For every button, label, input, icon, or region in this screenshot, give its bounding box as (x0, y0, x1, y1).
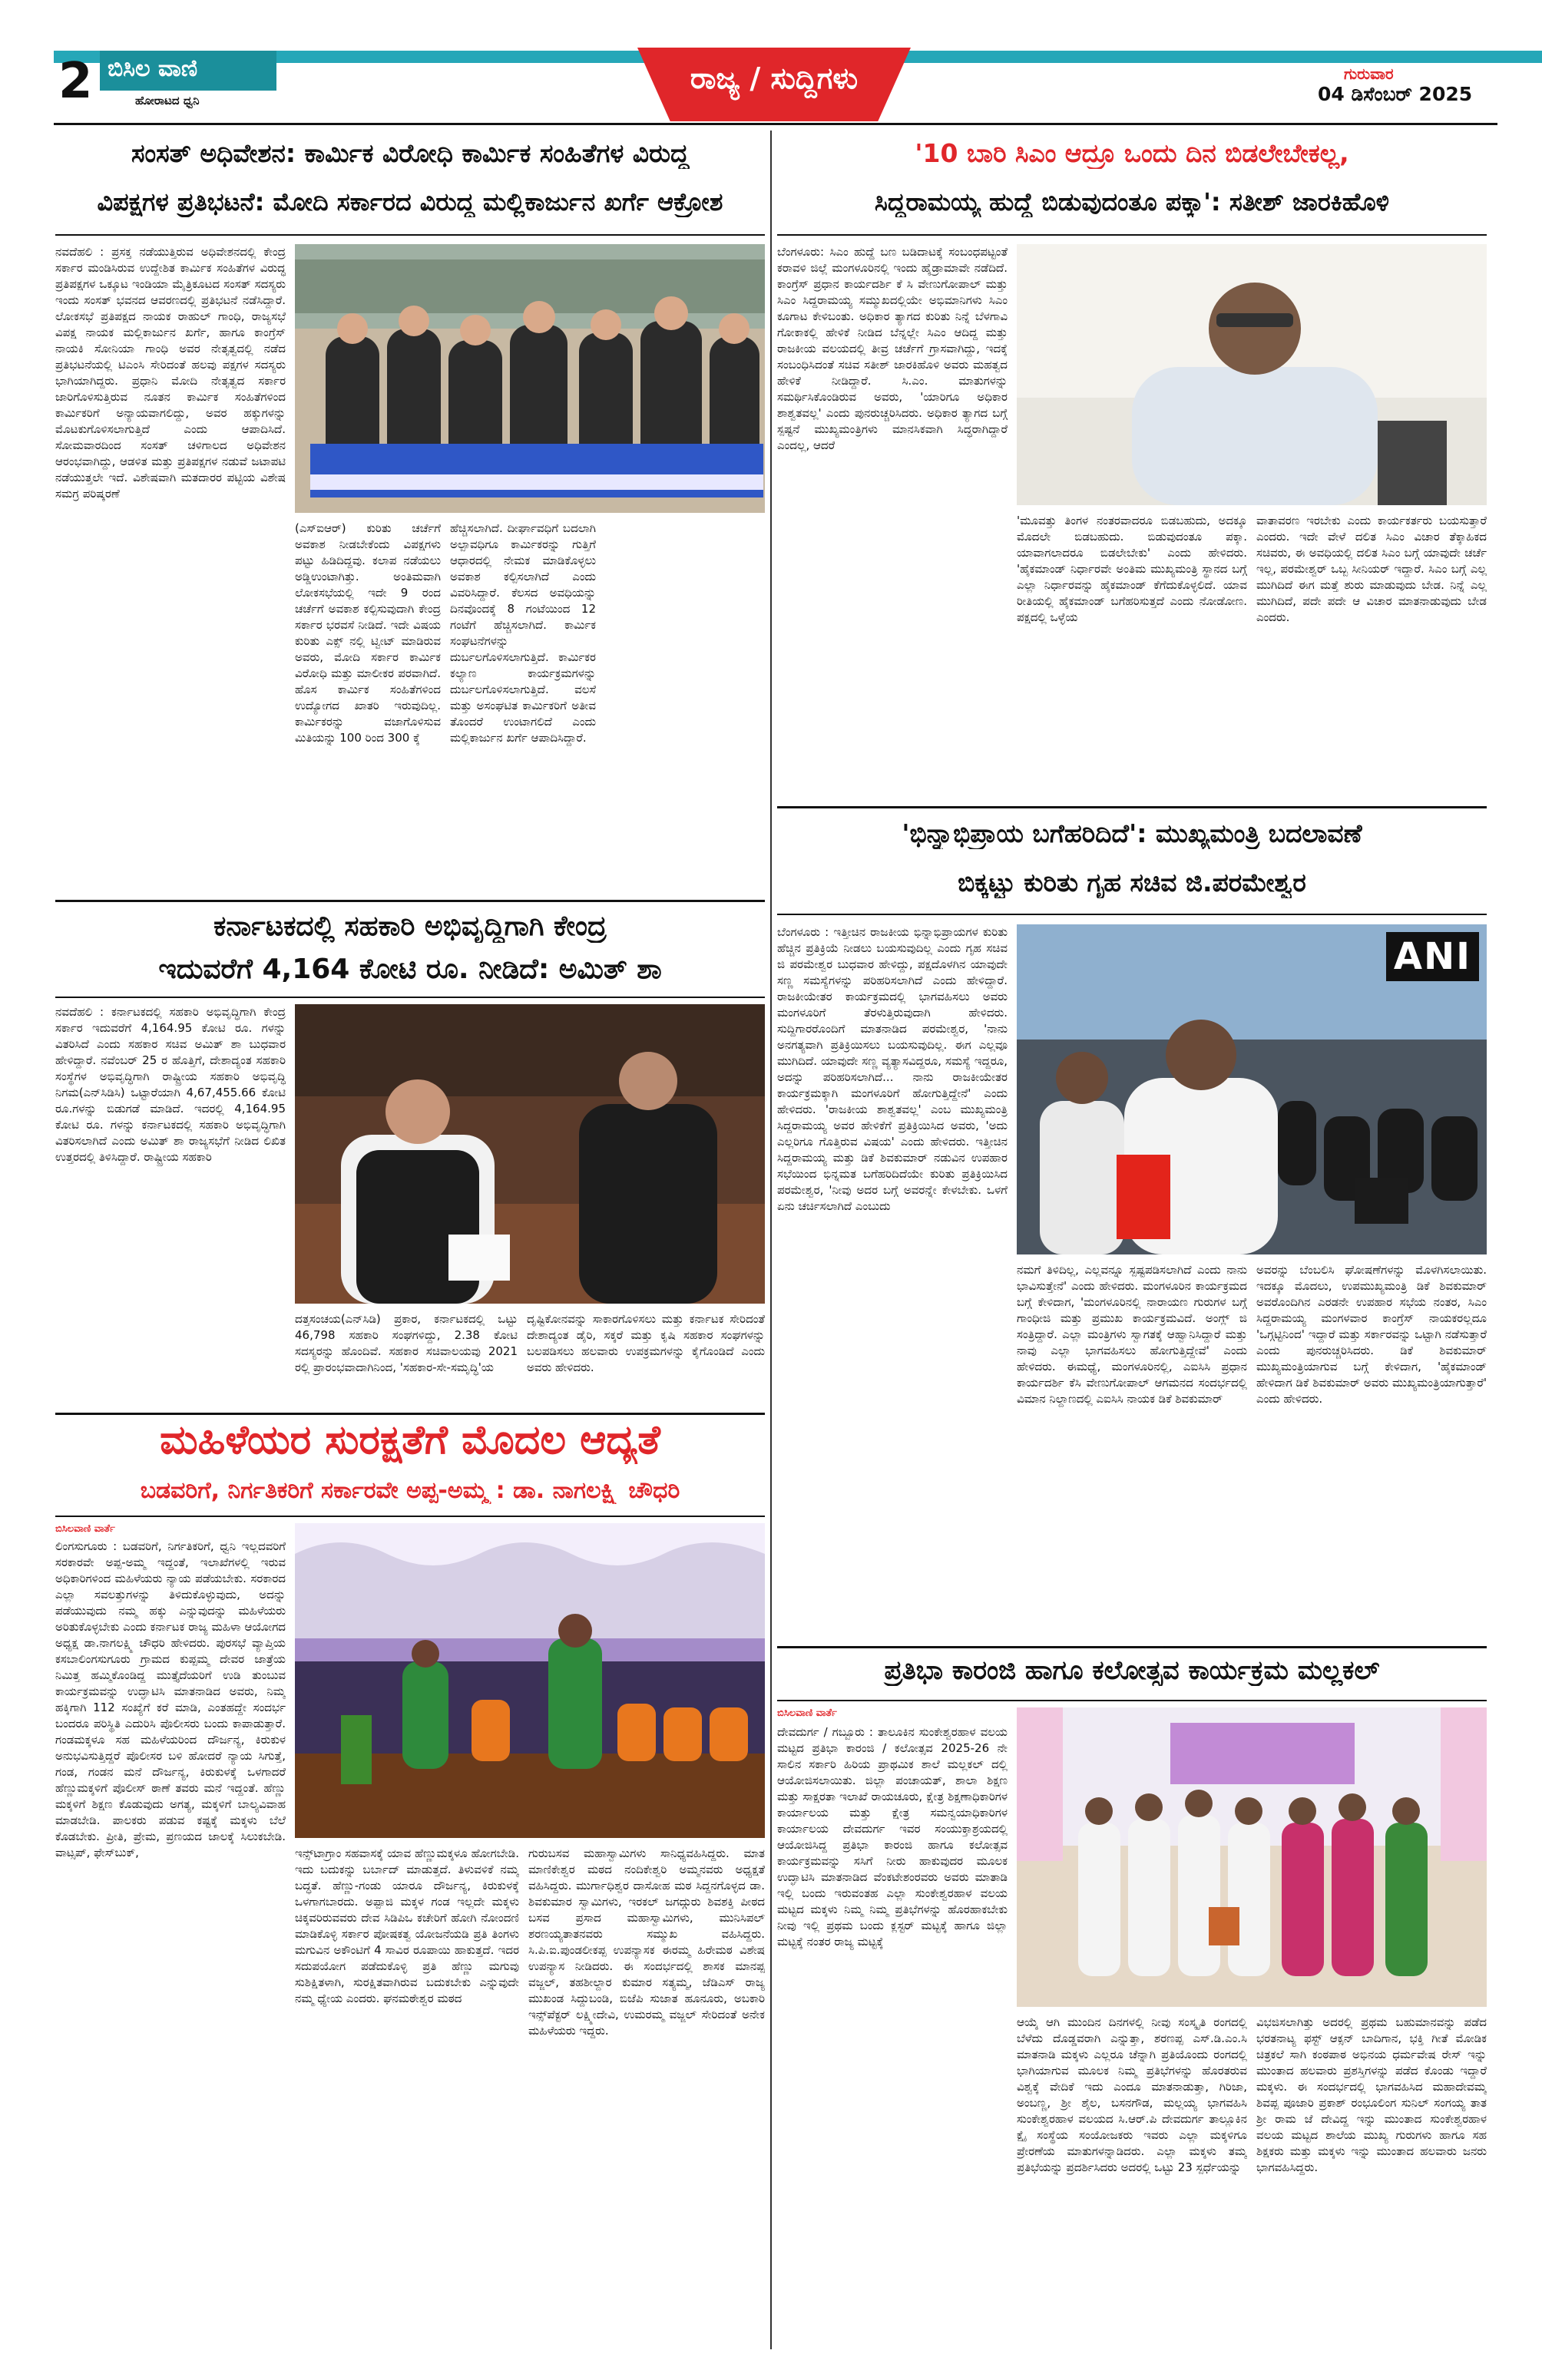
story-column: ನಮಗೆ ತಿಳಿದಿಲ್ಲ, ಎಲ್ಲವನ್ನೂ ಸ್ಪಷ್ಟಪಡಿಸಲಾಗಿದೆ ಎಂದು ನಾನು ಭಾವಿಸುತ್ತೇನೆ' ಎಂದು ಹೇಳಿದರು. ಮಂಗಳೂರಿನ ಕಾರ್ಯಕ್ರಮದ ಬಗ್ಗೆ ಕೇಳಿದಾಗ, 'ಮಂಗಳೂರಿನಲ್ಲಿ ನಾರಾಯಣ ಗುರುಗಳ ಬಗ್ಗೆ ಗಾಂಧೀಜಿ ಮತ್ತು ಪ್ರಮುಖ ಕಾರ್ಯಕ್ರಮವಿದೆ. ಅಂಗ್ಲ್ ಜಿ ಸಂತ್ರಿದ್ದಾರೆ. ಎಲ್ಲಾ ಮಂತ್ರಿಗಳು ಸ್ವಾಗತಕ್ಕೆ ಆಹ್ವಾನಿಸಿದ್ದಾರೆ ಮತ್ತು ನಾವು ಎಲ್ಲಾ ಭಾಗವಹಿಸಲು ಹೋಗುತ್ತಿದ್ದೇವೆ' ಎಂದು ಹೇಳಿದರು. ಈಮಧ್ಯೆ, ಮಂಗಳೂರಿನಲ್ಲಿ, ಎಐಸಿಸಿ ಪ್ರಧಾನ ಕಾರ್ಯದರ್ಶಿ ಕೆಸಿ ವೇಣುಗೋಪಾಲ್ ಆಗಮನದ ಸಂದರ್ಭದಲ್ಲಿ ವಿಮಾನ ನಿಲ್ದಾಣದಲ್ಲಿ ಎಐಸಿಸಿ ನಾಯಕ ಡಿಕೆ ಶಿವಕುಮಾರ್ (1017, 1263, 1247, 1406)
masthead-rule (54, 123, 1497, 125)
headline-line1: ಕರ್ನಾಟಕದಲ್ಲಿ ಸಹಕಾರಿ ಅಭಿವೃದ್ಧಿಗಾಗಿ ಕೇಂದ್ರ (213, 911, 607, 942)
headline-line2: ಬಿಕ್ಕಟ್ಟು ಕುರಿತು ಗೃಹ ಸಚಿವ ಜಿ.ಪರಮೇಶ್ವರ (958, 868, 1306, 897)
story-column: ಬೆಂಗಳೂರು: ಸಿಎಂ ಹುದ್ದೆ ಬಣ ಬಡಿದಾಟಕ್ಕೆ ಸಂಬಂಧಪಟ್ಟಂತೆ ಕರಾವಳಿ ಜಿಲ್ಲೆ ಮಂಗಳೂರಿನಲ್ಲಿ ಇಂದು ಹೈಡ್ರಾಮಾವೇ ನಡೆದಿದೆ. ಕಾಂಗ್ರೆಸ್ ಪ್ರಧಾನ ಕಾರ್ಯದರ್ಶಿ ಕೆ ಸಿ ವೇಣುಗೋಪಾಲ್ ಮತ್ತು ಸಿಎಂ ಸಿದ್ದರಾಮಯ್ಯ ಸಮ್ಮುಖದಲ್ಲಿಯೇ ಅಭಿಮಾನಿಗಳು ಸಿಎಂ ಕೂಗಾಟ ಕೇಳಿಬಂತು. ಅಧಿಕಾರ ತ್ಯಾಗದ ಕುರಿತು ನಿನ್ನೆ ಬೆಳಗಾವಿ ಗೋಕಾಕಲ್ಲಿ ಹೇಳಿಕೆ ನೀಡಿದ ಬೆನ್ನಲ್ಲೇ ಸಿಎಂ ಆದಿದ್ದ ಮತ್ತು ರಾಜಕೀಯ ವಲಯದಲ್ಲಿ ತೀವ್ರ ಚರ್ಚೆಗೆ ಗ್ರಾಸವಾಗಿದ್ದು, ಇದಕ್ಕೆ ಸಂಬಂಧಿಸಿದಂತೆ ಸಚಿವ ಸತೀಶ್ ಜಾರಕಿಹೊಳಿ ಅವರು ಮಹತ್ವದ ಹೇಳಿಕೆ ನೀಡಿದ್ದಾರೆ. ಸಿ.ಎಂ. ಮಾತುಗಳನ್ನು ಸಮರ್ಥಿಸಿಕೊಂಡಿರುವ ಅವರು, 'ಯಾರಿಗೂ ಅಧಿಕಾರ ಶಾಶ್ವತವಲ್ಲ' ಎಂದು ಪುನರುಚ್ಚರಿಸಿದರು. ಅಧಿಕಾರ ತ್ಯಾಗದ ಬಗ್ಗೆ ಸ್ಪಷ್ಟನೆ ಮುಖ್ಯಮಂತ್ರಿಗಳು ಮಾನಸಿಕವಾಗಿ ಸಿದ್ಧರಾಗಿದ್ದಾರೆ ಎಂದಲ್ಲ, ಆದರೆ (777, 245, 1008, 452)
issue-day: ಗುರುವಾರ (1344, 64, 1394, 83)
headline-line1: '10 ಬಾರಿ ಸಿಎಂ ಆದ್ರೂ ಒಂದು ದಿನ ಬಿಡಲೇಬೇಕಲ್ಲ, (915, 138, 1349, 168)
headline-line2: ಇದುವರೆಗೆ 4,164 ಕೋಟಿ ರೂ. ನೀಡಿದೆ: ಅಮಿತ್ ಶಾ (158, 954, 662, 985)
parameshwara-photo (1017, 924, 1487, 1254)
story-column: ದತ್ತಸಂಚಯ(ಎನ್‌ಸಿಡಿ) ಪ್ರಕಾರ, ಕರ್ನಾಟಕದಲ್ಲಿ ಒಟ್ಟು 46,798 ಸಹಕಾರಿ ಸಂಘಗಳಿದ್ದು, 2.38 ಕೋಟಿ ಸದಸ್ಯರನ್ನು ಹೊಂದಿವೆ. ಸಹಕಾರ ಸಚಿವಾಲಯವು 2021 ರಲ್ಲಿ ಪ್ರಾರಂಭವಾದಾಗಿನಿಂದ, 'ಸಹಕಾರ-ಸೇ-ಸಮೃದ್ಧಿ'ಯ (295, 1312, 518, 1374)
story-column: ಇನ್ಸ್‌ಟಾಗ್ರಾಂ ಸಹವಾಸಕ್ಕೆ ಯಾವ ಹೆಣ್ಣುಮಕ್ಕಳೂ ಹೋಗಬೇಡಿ. ಇದು ಬದುಕನ್ನು ಬರ್ಬಾದ್ ಮಾಡುತ್ತದೆ. ತಿಳುವಳಿಕೆ ನಮ್ಮ ಬದ್ಧತೆ. ಹೆಣ್ಣು-ಗಂಡು ಯಾರೂ ದೌರ್ಜನ್ಯ, ಕಿರುಕುಳಕ್ಕೆ ಒಳಗಾಗಬಾರದು. ಅಪ್ಪಾಜಿ ಮಕ್ಕಳ ಗಂಡ ಇಲ್ಲದೇ ಮಕ್ಕಳು ಚಿಕ್ಕವರಿರುವವರು ದೇವ ಸಿಡಿಪಿಒ ಕಚೇರಿಗೆ ಹೋಗಿ ನೋಂದಣಿ ಮಾಡಿಕೊಳ್ಳಿ ಸರ್ಕಾರ ಪೋಷಕತ್ವ ಯೋಜನೆಯಡಿ ಪ್ರತಿ ತಿಂಗಳು ಮಗುವಿನ ಅಕೌಂಟಿಗೆ 4 ಸಾವಿರ ರೂಪಾಯಿ ಹಾಕುತ್ತದೆ. ಇದರ ಸದುಪಯೋಗ ಪಡೆದುಕೊಳ್ಳಿ ಪ್ರತಿ ಹೆಣ್ಣು ಮಗುವು ಸುಶಿಕ್ಷಿತಳಾಗಿ, ಸುರಕ್ಷಿತವಾಗಿರುವ ಬದುಕಬೇಕು ಎನ್ನುವುದೇ ನಮ್ಮ ಧ್ಯೇಯ ಎಂದರು. ಘನಮಠೇಶ್ವರ ಮಠದ (295, 1846, 519, 2005)
story-column: 'ಮೂವತ್ತು ತಿಂಗಳ ನಂತರವಾದರೂ ಬಿಡಬಹುದು, ಅದಕ್ಕೂ ಮೊದಲೇ ಬಿಡಬಹುದು. ಬಿಡುವುದಂತೂ ಪಕ್ಕಾ. ಯಾವಾಗಲಾದರೂ ಬಿಡಲೇಬೇಕು' ಎಂದು ಹೇಳಿದರು. 'ಹೈಕಮಾಂಡ್ ನಿರ್ಧಾರವೇ ಅಂತಿಮ ಮುಖ್ಯಮಂತ್ರಿ ಸ್ಥಾನದ ಬಗ್ಗೆ ಎಲ್ಲಾ ನಿರ್ಧಾರವನ್ನು ಹೈಕಮಾಂಡ್ ಕೆಗೆದುಕೊಳ್ಳಲಿದೆ. ಯಾವ ರೀತಿಯಲ್ಲಿ ಹೈಕಮಾಂಡ್ ಬಗೆಹರಿಸುತ್ತದೆ ಎಂದು ನೋಡೋಣ. ಪಕ್ಷದಲ್ಲಿ ಒಳ್ಳೆಯ (1017, 514, 1247, 624)
story-column: ಬೆಂಗಳೂರು : ಇತ್ತೀಚಿನ ರಾಜಕೀಯ ಭಿನ್ನಾಭಿಪ್ರಾಯಗಳ ಕುರಿತು ಹೆಚ್ಚಿನ ಪ್ರತಿಕ್ರಿಯೆ ನೀಡಲು ಬಯಸುವುದಿಲ್ಲ ಎಂದು ಗೃಹ ಸಚಿವ ಜಿ ಪರಮೇಶ್ವರ ಬುಧವಾರ ಹೇಳಿದ್ದು, ಪಕ್ಷದೊಳಗಿನ ಯಾವುದೇ ಸಣ್ಣ ಸಮಸ್ಯೆಗಳನ್ನು ಪರಿಹರಿಸಲಾಗಿದೆ ಎಂದು ಹೇಳಿದ್ದಾರೆ. ರಾಜಕೀಯೇತರ ಕಾರ್ಯಕ್ರಮದಲ್ಲಿ ಭಾಗವಹಿಸಲು ಅವರು ಮಂಗಳೂರಿಗೆ ತೆರಳುತ್ತಿರುವುದಾಗಿ ಹೇಳಿದರು. ಸುದ್ದಿಗಾರರೊಂದಿಗೆ ಮಾತನಾಡಿದ ಪರಮೇಶ್ವರ, 'ನಾನು ಅನಗತ್ಯವಾಗಿ ಪ್ರತಿಕ್ರಿಯಿಸಲು ಬಯಸುವುದಿಲ್ಲ. ಈಗ ಎಲ್ಲವೂ ಮುಗಿದಿದೆ. ಯಾವುದೇ ಸಣ್ಣ ವ್ಯತ್ಯಾಸವಿದ್ದರೂ, ಸಮಸ್ಯೆ ಇದ್ದರೂ, ಅದನ್ನು ಪರಿಹರಿಸಲಾಗಿದೆ... ನಾನು ರಾಜಕೀಯೇತರ ಕಾರ್ಯಕ್ರಮಕ್ಕಾಗಿ ಮಂಗಳೂರಿಗೆ ಹೋಗುತ್ತಿದ್ದೇನೆ' ಎಂದು ಹೇಳಿದರು. 'ರಾಜಕೀಯ ಶಾಶ್ವತವಲ್ಲ' ಎಂಬ ಮುಖ್ಯಮಂತ್ರಿ ಸಿದ್ದರಾಮಯ್ಯ ಅವರ ಹೇಳಿಕೆಗೆ ಪ್ರತಿಕ್ರಿಯಿಸಿದ ಅವರು, 'ಅದು ಎಲ್ಲರಿಗೂ ಗೊತ್ತಿರುವ ವಿಷಯ' ಎಂದು ಹೇಳಿದರು. ಇತ್ತೀಚಿನ ಸಿದ್ದರಾಮಯ್ಯ ಮತ್ತು ಡಿಕೆ ಶಿವಕುಮಾರ್ ನಡುವಿನ ಉಪಹಾರ ಸಭೆಯಿಂದ ಭಿನ್ನಮತ ಬಗೆಹರಿದಿದೆಯೇ ಕುರಿತು ಪ್ರತಿಕ್ರಿಯಿಸಿದ ಪರಮೇಶ್ವರ, 'ನೀವು ಅದರ ಬಗ್ಗೆ ಅವರನ್ನೇ ಕೇಳಬೇಕು. ಒಳಗೆ ಏನು ಚರ್ಚಿಸಲಾಗಿದೆ ಎಂಬುದು (777, 925, 1008, 1213)
issue-date: 04 ಡಿಸೆಂಬರ್ 2025 (1318, 83, 1473, 105)
column-divider (770, 131, 772, 2349)
headline-rule (55, 997, 765, 998)
newspaper-slogan: ಹೋರಾಟದ ಧ್ವನಿ (135, 94, 200, 107)
story-column: ನವದೆಹಲಿ : ಪ್ರಸಕ್ತ ನಡೆಯುತ್ತಿರುವ ಅಧಿವೇಶನದಲ್ಲಿ ಕೇಂದ್ರ ಸರ್ಕಾರ ಮಂಡಿಸಿರುವ ಉದ್ದೇಶಿತ ಕಾರ್ಮಿಕ ಸಂಹಿತೆಗಳ ವಿರುದ್ಧ ಪ್ರತಿಪಕ್ಷಗಳ ಒಕ್ಕೂಟ ಇಂಡಿಯಾ ಮೈತ್ರಿಕೂಟದ ಸಂಸತ್ ಸದಸ್ಯರು ಇಂದು ಸಂಸತ್ ಭವನದ ಆವರಣದಲ್ಲಿ ಪ್ರತಿಭಟನೆ ನಡೆಸಿದ್ದಾರೆ. ಲೋಕಸಭೆ ಪ್ರತಿಪಕ್ಷದ ನಾಯಕ ರಾಹುಲ್ ಗಾಂಧಿ, ರಾಜ್ಯಸಭೆ ವಿಪಕ್ಷ ನಾಯಕ ಮಲ್ಲಿಕಾರ್ಜುನ ಖರ್ಗೆ, ಹಾಗೂ ಕಾಂಗ್ರೆಸ್ ನಾಯಕಿ ಸೋನಿಯಾ ಗಾಂಧಿ ಅವರ ನೇತೃತ್ವದಲ್ಲಿ ನಡೆದ ಪ್ರತಿಭಟನೆಯಲ್ಲಿ ಟಿಎಂಸಿ ಸೇರಿದಂತೆ ಹಲವು ಪಕ್ಷಗಳ ಸದಸ್ಯರು ಭಾಗಿಯಾಗಿದ್ದರು. ಪ್ರಧಾನಿ ಮೋದಿ ನೇತೃತ್ವದ ಸರ್ಕಾರ ಜಾರಿಗೊಳಿಸುತ್ತಿರುವ ನೂತನ ಕಾರ್ಮಿಕ ಸಂಹಿತೆಗಳಿಂದ ಕಾರ್ಮಿಕರಿಗೆ ಅನ್ಯಾಯವಾಗಲಿದ್ದು, ಅವರ ಹಕ್ಕುಗಳನ್ನು ಮೊಟಕುಗೊಳಿಸಲಾಗುತ್ತಿದೆ ಎಂದು ಆಪಾದಿಸಿದೆ. ಸೋಮವಾರದಿಂದ ಸಂಸತ್ ಚಳಿಗಾಲದ ಅಧಿವೇಶನ ಆರಂಭವಾಗಿದ್ದು, ಆಡಳಿತ ಮತ್ತು ಪ್ರತಿಪಕ್ಷಗಳ ನಡುವೆ ಜಟಾಪಟಿ ನಡೆಯುತ್ತಲೇ ಇದೆ. ವಿಶೇಷವಾಗಿ ಮತದಾರರ ಪಟ್ಟಿಯ ವಿಶೇಷ ಸಮಗ್ರ ಪರಿಷ್ಕರಣೆ (55, 245, 286, 501)
story-column: ಗುರುಬಸವ ಮಹಾಸ್ವಾಮಿಗಳು ಸಾನಿಧ್ಯವಹಿಸಿದ್ದರು. ಮಾತ ಮಾಣಿಕೇಶ್ವರ ಮಠದ ನಂದಿಕೇಶ್ವರಿ ಅಮ್ಮನವರು ಅಧ್ಯಕ್ಷತೆ ವಹಿಸಿದ್ದರು. ಮುರ್ಗಾಧಿಶ್ವರ ದಾಸೋಹ ಮಠ ಸಿದ್ದನಗೊಳ್ಳದ ಡಾ. ಶಿವಕುಮಾರ ಸ್ವಾಮಿಗಳು, ಇರಕಲ್ ಜಗದ್ಗುರು ಶಿವಶಕ್ತಿ ಪೀಠದ ಬಸವ ಪ್ರಸಾದ ಮಹಾಸ್ವಾಮಿಗಳು, ಮುನಿಸಿಪಲ್ ಶರಣಯ್ಯತಾತನವರು ಸಮ್ಮುಖ ವಹಿಸಿದ್ದರು. ಸಿ.ಪಿ.ಐ.ಪುಂಡಲೀಕಪ್ಪ ಉಪನ್ಯಾಸಕ ಈರಮ್ಮ ಹಿರೇಮಠ ವಿಶೇಷ ಉಪನ್ಯಾಸ ನೀಡಿದರು. ಈ ಸಂದರ್ಭದಲ್ಲಿ ಶಾಸಕ ಮಾನಪ್ಪ ವಜ್ಜಲ್, ತಹಶೀಲ್ದಾರ ಕುಮಾರ ಸತ್ಯಮ್ಮ, ಜೆಡಿಎಸ್ ರಾಜ್ಯ ಮುಖಂಡ ಸಿದ್ದುಬಂಡಿ, ಬಿಜೆಪಿ ಸುಜಾತ ಹೂನೂರು, ಅಬಕಾರಿ ಇನ್ಸ್‌ಪೆಕ್ಟರ್ ಲಕ್ಷ್ಮೀದೇವಿ, ಉಮರಮ್ಮ ವಜ್ಜಲ್ ಸೇರಿದಂತೆ ಅನೇಕ ಮಹಿಳೆಯರು ಇದ್ದರು. (528, 1846, 765, 2038)
story-separator (777, 806, 1487, 808)
byline: ಬಿಸಿಲವಾಣಿ ವಾರ್ತೆ (777, 1707, 837, 1719)
headline-line2: ಬಡವರಿಗೆ, ನಿರ್ಗತಿಕರಿಗೆ ಸರ್ಕಾರವೇ ಅಪ್ಪ-ಅಮ್ಮ : ಡಾ. ನಾಗಲಕ್ಷ್ಮಿ ಚೌಧರಿ (140, 1477, 680, 1504)
headline-line2: ಸಿದ್ದರಾಮಯ್ಯ ಹುದ್ದೆ ಬಿಡುವುದಂತೂ ಪಕ್ಕಾ': ಸತೀಶ್ ಜಾರಕಿಹೊಳಿ (874, 187, 1390, 217)
story-column: ಹೆಚ್ಚಿಸಲಾಗಿದೆ. ದೀರ್ಘಾವಧಿಗೆ ಬದಲಾಗಿ ಅಲ್ಪಾವಧಿಗೂ ಕಾರ್ಮಿಕರನ್ನು ಗುತ್ತಿಗೆ ಆಧಾರದಲ್ಲಿ ನೇಮಕ ಮಾಡಿಕೊಳ್ಳಲು ಅವಕಾಶ ಕಲ್ಪಿಸಲಾಗಿದೆ ಎಂದು ವಿವರಿಸಿದ್ದಾರೆ. ಕೆಲಸದ ಅವಧಿಯನ್ನು ದಿನವೊಂದಕ್ಕೆ 8 ಗಂಟೆಯಿಂದ 12 ಗಂಟೆಗೆ ಹೆಚ್ಚಿಸಲಾಗಿದೆ. ಕಾರ್ಮಿಕ ಸಂಘಟನೆಗಳನ್ನು ದುರ್ಬಲಗೊಳಿಸಲಾಗುತ್ತಿದೆ. ಕಾರ್ಮಿಕರ ಕಲ್ಯಾಣ ಕಾರ್ಯಕ್ರಮಗಳನ್ನು ದುರ್ಬಲಗೊಳಿಸಲಾಗುತ್ತಿದೆ. ವಲಸೆ ಮತ್ತು ಅಸಂಘಟಿತ ಕಾರ್ಮಿಕರಿಗೆ ಅತೀವ ತೊಂದರೆ ಉಂಟಾಗಲಿದೆ ಎಂದು ಮಲ್ಲಿಕಾರ್ಜುನ ಖರ್ಗೆ ಆಪಾದಿಸಿದ್ದಾರೆ. (450, 521, 596, 745)
story-separator (777, 1646, 1487, 1648)
satish-photo (1017, 244, 1487, 505)
story-column: ದೃಷ್ಟಿಕೋನವನ್ನು ಸಾಕಾರಗೊಳಿಸಲು ಮತ್ತು ಕರ್ನಾಟಕ ಸೇರಿದಂತೆ ದೇಶಾದ್ಯಂತ ಡೈರಿ, ಸಕ್ಕರೆ ಮತ್ತು ಕೃಷಿ ಸಹಕಾರ ಸಂಘಗಳನ್ನು ಬಲಪಡಿಸಲು ಹಲವಾರು ಉಪಕ್ರಮಗಳನ್ನು ಕೈಗೊಂಡಿದೆ ಎಂದು ಅವರು ಹೇಳಿದರು. (527, 1312, 765, 1374)
headline-line1: ಸಂಸತ್ ಅಧಿವೇಶನ: ಕಾರ್ಮಿಕ ವಿರೋಧಿ ಕಾರ್ಮಿಕ ಸಂಹಿತೆಗಳ ವಿರುದ್ಧ (131, 138, 690, 168)
story-separator (55, 900, 765, 902)
story-column: ಲಿಂಗಸುಗೂರು : ಬಡವರಿಗೆ, ನಿರ್ಗತಿಕರಿಗೆ, ಧ್ವನಿ ಇಲ್ಲದವರಿಗೆ ಸರಕಾರವೇ ಅಪ್ಪ-ಅಮ್ಮ ಇದ್ದಂತೆ, ಇಲಾಖೆಗಳಲ್ಲಿ ಇರುವ ಅಧಿಕಾರಿಗಳಿಂದ ಮಹಿಳೆಯರು ನ್ಯಾಯ ಪಡೆಯಬೇಕು. ಸರಕಾರದ ಎಲ್ಲಾ ಸವಲತ್ತುಗಳನ್ನು ತಿಳಿದುಕೊಳ್ಳುವುದು, ಅದನ್ನು ಪಡೆಯುವುದು ನಮ್ಮ ಹಕ್ಕು ಎನ್ನುವುದನ್ನು ಮಹಿಳೆಯರು ಅರಿತುಕೊಳ್ಳಬೇಕು ಎಂದು ಕರ್ನಾಟಕ ರಾಜ್ಯ ಮಹಿಳಾ ಆಯೋಗದ ಅಧ್ಯಕ್ಷ ಡಾ.ನಾಗಲಕ್ಷ್ಮಿ ಚೌಧರಿ ಹೇಳಿದರು. ಪುರಸಭೆ ವ್ಯಾಪ್ತಿಯ ಕಸಬಾಲಿಂಗಸುಗೂರು ಗ್ರಾಮದ ಕುಪ್ಪಮ್ಮ ದೇವರ ಜಾತ್ರೆಯ ನಿಮಿತ್ತ ಹಮ್ಮಿಕೊಂಡಿದ್ದ ಮುತ್ತೈದೆಯರಿಗೆ ಉಡಿ ತುಂಬುವ ಕಾರ್ಯಕ್ರಮವನ್ನು ಉದ್ಘಾಟಿಸಿ ಮಾತನಾಡಿದ ಅವರು, ನಿಮ್ಮ ಹಕ್ಕಿಗಾಗಿ 112 ಸಂಖ್ಯೆಗೆ ಕರೆ ಮಾಡಿ, ಎಂತಹದ್ದೇ ಸಂದರ್ಭ ಬಂದರೂ ಪರಿಸ್ಥಿತಿ ಎದುರಿಸಿ ಪೊಲೀಸರು ಬಂದು ಕಾಪಾಡುತ್ತಾರೆ. ಗಂಡಮಕ್ಕಳೂ ಸಹ ಮಹಿಳೆಯರಿಂದ ದೌರ್ಜನ್ಯ, ಕಿರುಕುಳ ಅನುಭವಿಸುತ್ತಿದ್ದರೆ ಪೊಲೀಸರ ಬಳಿ ಹೋದರೆ ನ್ಯಾಯ ಸಿಗುತ್ತೆ, ಗಂಡ, ಗಂಡನ ಮನೆ ದೌರ್ಜನ್ಯ, ಕಿರುಕುಳಕ್ಕೆ ಒಳಗಾದರೆ ಹೆಣ್ಣುಮಕ್ಕಳಿಗೆ ಪೊಲೀಸ್ ಠಾಣೆ ತವರು ಮನೆ ಇದ್ದಂತೆ. ಹೆಣ್ಣು ಮಕ್ಕಳಿಗೆ ಶಿಕ್ಷಣ ಕೊಡುವುದು ಅಗತ್ಯ, ಮಕ್ಕಳಿಗೆ ಬಾಲ್ಯವಿವಾಹ ಮಾಡಬೇಡಿ. ಪಾಲಕರು ಪಡುವ ಕಷ್ಟಕ್ಕೆ ಮಕ್ಕಳು ಬೆಲೆ ಕೊಡಬೇಕು. ಪ್ರೀತಿ, ಪ್ರೇಮ, ಪ್ರಣಯದ ಜಾಲಕ್ಕೆ ಸಿಲುಕಬೇಡಿ. ವಾಟ್ಸಪ್, ಫೇಸ್‌ಬುಕ್, (55, 1539, 286, 1859)
story-column: ಅವರನ್ನು ಬೆಂಬಲಿಸಿ ಘೋಷಣೆಗಳನ್ನು ಮೊಳಗಿಸಲಾಯಿತು. ಇದಕ್ಕೂ ಮೊದಲು, ಉಪಮುಖ್ಯಮಂತ್ರಿ ಡಿಕೆ ಶಿವಕುಮಾರ್ ಅವರೊಂದಿಗಿನ ಎರಡನೇ ಉಪಹಾರ ಸಭೆಯ ನಂತರ, ಸಿಎಂ ಸಿದ್ದರಾಮಯ್ಯ ಮಂಗಳವಾರ ಕಾಂಗ್ರೆಸ್ ನಾಯಕರಲ್ಲದೂ 'ಒಗ್ಗಟ್ಟಿನಿಂದ' ಇದ್ದಾರೆ ಮತ್ತು ಸರ್ಕಾರವನ್ನು ಒಟ್ಟಾಗಿ ನಡೆಸುತ್ತಾರೆ ಎಂದು ಪುನರುಚ್ಚರಿಸಿದರು. ಡಿಕೆ ಶಿವಕುಮಾರ್ ಮುಖ್ಯಮಂತ್ರಿಯಾಗುವ ಬಗ್ಗೆ ಕೇಳಿದಾಗ, 'ಹೈಕಮಾಂಡ್ ಹೇಳಿದಾಗ ಡಿಕೆ ಶಿವಕುಮಾರ್ ಅವರು ಮುಖ್ಯಮಂತ್ರಿಯಾಗುತ್ತಾರೆ' ಎಂದು ಹೇಳಿದರು. (1256, 1263, 1487, 1406)
story-column: ವಿಭಜಿಸಲಾಗಿತ್ತು ಅದರಲ್ಲಿ ಪ್ರಥಮ ಬಹುಮಾನವನ್ನು ಪಡೆದ ಭರತನಾಟ್ಯ ಫಸ್ಟ್ ಆಕ್ಸನ್ ಬಾದಿಗಾನ, ಭಕ್ತಿ ಗೀತೆ ಮೋಡಿಕ ಚಿತ್ರಕಲೆ ಸಾಗಿ ಕಂಠಪಾಠ ಅಭಿನಯ ಧರ್ಮವೇಷ ರೇಸ್ ಇನ್ನು ಮುಂತಾದ ಹಲವಾರು ಪ್ರಶಸ್ತಿಗಳನ್ನು ಪಡೆದ ಕೊಂಡು ಇದ್ದಾರೆ ಮಕ್ಕಳು. ಈ ಸಂದರ್ಭದಲ್ಲಿ ಭಾಗವಹಿಸಿದ ಮಹಾದೇವಮ್ಮ ಶಿವಪ್ಪ ಪೂಜಾರಿ ಪ್ರಕಾಶ್ ರಂಭೂಲಿಂಗ ಸುನಿಲ್ ಸಂಗಯ್ಯ ತಾತ ಶ್ರೀ ರಾಮ ಜೆ ದೇವಿದ್ದ ಇನ್ನು ಮುಂತಾದ ಸುಂಕೇಶ್ವರಹಾಳ ವಲಯ ಮಟ್ಟದ ಶಾಲೆಯ ಮುಖ್ಯ ಗುರುಗಳು ಹಾಗೂ ಸಹ ಶಿಕ್ಷಕರು ಮತ್ತು ಮಕ್ಕಳು ಇನ್ನು ಮುಂತಾದ ಹಲವಾರು ಜನರು ಭಾಗವಹಿಸಿದ್ದರು. (1256, 2015, 1487, 2174)
byline: ಬಿಸಿಲವಾಣಿ ವಾರ್ತೆ (55, 1523, 115, 1535)
amit-shah-photo (295, 1004, 765, 1304)
story-column: ನವದೆಹಲಿ : ಕರ್ನಾಟಕದಲ್ಲಿ ಸಹಕಾರಿ ಅಭಿವೃದ್ಧಿಗಾಗಿ ಕೇಂದ್ರ ಸರ್ಕಾರ ಇದುವರೆಗೆ 4,164.95 ಕೋಟಿ ರೂ. ಗಳನ್ನು ವಿತರಿಸಿದೆ ಎಂದು ಸಹಕಾರ ಸಚಿವ ಅಮಿತ್ ಶಾ ಬುಧವಾರ ಹೇಳಿದ್ದಾರೆ. ನವೆಂಬರ್ 25 ರ ಹೊತ್ತಿಗೆ, ದೇಶಾದ್ಯಂತ ಸಹಕಾರಿ ಸಂಸ್ಥೆಗಳ ಅಭಿವೃದ್ಧಿಗಾಗಿ ರಾಷ್ಟ್ರೀಯ ಸಹಕಾರಿ ಅಭಿವೃದ್ಧಿ ನಿಗಮ(ಎನ್‌ಸಿಡಿಸಿ) ಒಟ್ಟಾರೆಯಾಗಿ 4,67,455.66 ಕೋಟಿ ರೂ.ಗಳನ್ನು ಬಿಡುಗಡೆ ಮಾಡಿದೆ. ಇದರಲ್ಲಿ 4,164.95 ಕೋಟಿ ರೂ. ಗಳನ್ನು ಕರ್ನಾಟಕದಲ್ಲಿ ಸಹಕಾರಿ ಅಭಿವೃದ್ಧಿಗಾಗಿ ವಿತರಿಸಲಾಗಿದೆ ಎಂದು ಅಮಿತ್ ಶಾ ರಾಜ್ಯಸಭೆಗೆ ನೀಡಿದ ಲಿಖಿತ ಉತ್ತರದಲ್ಲಿ ತಿಳಿಸಿದ್ದಾರೆ. ರಾಷ್ಟ್ರೀಯ ಸಹಕಾರಿ (55, 1005, 286, 1164)
headline-rule (55, 234, 765, 236)
headline-rule (777, 234, 1487, 236)
story-column: (ಎಸ್‌ಐಆರ್) ಕುರಿತು ಚರ್ಚೆಗೆ ಅವಕಾಶ ನೀಡಬೇಕೆಂದು ವಿಪಕ್ಷಗಳು ಪಟ್ಟು ಹಿಡಿದಿದ್ದವು. ಕಲಾಪ ನಡೆಯಲು ಅಡ್ಡಿಉಂಟಾಗಿತ್ತು. ಅಂತಿಮವಾಗಿ ಲೋಕಸಭೆಯಲ್ಲಿ ಇದೇ 9 ರಂದ ಚರ್ಚೆಗೆ ಅವಕಾಶ ಕಲ್ಪಿಸುವುದಾಗಿ ಕೇಂದ್ರ ಸರ್ಕಾರ ಭರವಸೆ ನೀಡಿದೆ. ಇದೇ ವಿಷಯ ಕುರಿತು ಎಕ್ಸ್ ನಲ್ಲಿ ಟ್ವೀಟ್ ಮಾಡಿರುವ ಅವರು, ಮೋದಿ ಸರ್ಕಾರ ಕಾರ್ಮಿಕ ವಿರೋಧಿ ಮತ್ತು ಮಾಲೀಕರ ಪರವಾಗಿದೆ. ಹೊಸ ಕಾರ್ಮಿಕ ಸಂಹಿತೆಗಳಿಂದ ಉದ್ಯೋಗದ ಖಾತರಿ ಇರುವುದಿಲ್ಲ. ಕಾರ್ಮಿಕರನ್ನು ವಜಾಗೊಳಿಸುವ ಮಿತಿಯನ್ನು 100 ರಿಂದ 300 ಕ್ಕೆ (295, 521, 441, 745)
protest-photo (295, 244, 765, 513)
story-column: ಆಯ್ಕೆ ಆಗಿ ಮುಂದಿನ ದಿನಗಳಲ್ಲಿ ನೀವು ಸಂಸ್ಕೃತಿ ರಂಗದಲ್ಲಿ ಬೆಳೆದು ದೊಡ್ಡವರಾಗಿ ಎನ್ನುತ್ತಾ, ಶರಣಪ್ಪ ಎಸ್.ಡಿ.ಎಂ.ಸಿ ಮಾತನಾಡಿ ಮಕ್ಕಳು ಎಲ್ಲರೂ ಚೆನ್ನಾಗಿ ಪ್ರತಿಯೊಂದು ರಂಗದಲ್ಲಿ ಭಾಗಿಯಾಗುವ ಮೂಲಕ ನಿಮ್ಮ ಪ್ರತಿಭೆಗಳನ್ನು ಹೊರತರುವ ವಿಶ್ವಕ್ಕೆ ವೇದಿಕೆ ಇದು ಎಂದೂ ಮಾತನಾಡುತ್ತಾ, ಗಿರಿಜಾ, ಅಂಬಣ್ಣ, ಶ್ರೀ ಶೈಲ, ಬಸನಗೌಡ, ಮಲ್ಲಯ್ಯ ಭಾಗವಹಿಸಿ ಸುಂಕೇಶ್ವರಹಾಳ ವಲಯದ ಸಿ.ಆರ್.ಪಿ ದೇವದುರ್ಗ ತಾಲ್ಲೂಕಿನ ಕ್ಷೈ ಸಂಸ್ಥೆಯ ಸಂಯೋಜಕರು ಇವರು ಎಲ್ಲಾ ಮಕ್ಕಳಿಗೂ ಪ್ರೇರಣೆಯ ಮಾತುಗಳನ್ನಾಡಿದರು. ಎಲ್ಲಾ ಮಕ್ಕಳು ತಮ್ಮ ಪ್ರತಿಭೆಯನ್ನು ಪ್ರದರ್ಶಿಸಿದರು ಅದರಲ್ಲಿ ಒಟ್ಟು 23 ಸ್ಪರ್ಧೆಯನ್ನು (1017, 2015, 1247, 2174)
section-title: ರಾಜ್ಯ / ಸುದ್ದಿಗಳು (690, 61, 859, 95)
newspaper-logo: ಬಿಸಿಲ ವಾಣಿ (100, 51, 276, 91)
story-separator (55, 1413, 765, 1415)
headline-rule (777, 1700, 1487, 1701)
agency-watermark: ANI (1386, 932, 1479, 981)
story-column: ದೇವದುರ್ಗ / ಗಬ್ಬೂರು : ತಾಲೂಕಿನ ಸುಂಕೇಶ್ವರಹಾಳ ವಲಯ ಮಟ್ಟದ ಪ್ರತಿಭಾ ಕಾರಂಜಿ / ಕಲೋತ್ಸವ 2025-26 ನೇ ಸಾಲಿನ ಸರ್ಕಾರಿ ಹಿರಿಯ ಪ್ರಾಥಮಿಕ ಶಾಲೆ ಮಲ್ಲಕಲ್ ದಲ್ಲಿ ಆಯೋಜಿಸಲಾಯಿತು. ಜಿಲ್ಲಾ ಪಂಚಾಯತ್, ಶಾಲಾ ಶಿಕ್ಷಣ ಮತ್ತು ಸಾಕ್ಷರತಾ ಇಲಾಖೆ ರಾಯಚೂರು, ಕ್ಷೇತ್ರ ಶಿಕ್ಷಣಾಧಿಕಾರಿಗಳ ಕಾರ್ಯಾಲಯ ಮತ್ತು ಕ್ಷೇತ್ರ ಸಮನ್ವಯಾಧಿಕಾರಿಗಳ ಕಾರ್ಯಾಲಯ ದೇವದುರ್ಗ ಇವರ ಸಂಯುಕ್ತಾಶ್ರಯದಲ್ಲಿ ಆಯೋಜಿಸಿದ್ದ ಪ್ರತಿಭಾ ಕಾರಂಜಿ ಹಾಗೂ ಕಲೋತ್ಸವ ಕಾರ್ಯಕ್ರಮವನ್ನು ಸಸಿಗೆ ನೀರು ಹಾಕುವುದರ ಮೂಲಕ ಉದ್ಘಾಟಿಸಿ ಮಾತನಾಡಿದ ವೆಂಕಟೇಶಂರವರು ಅವರು ಮಾತಾಡಿ ಇಲ್ಲಿ ಬಂದು ಇರುವಂತಹ ಎಲ್ಲಾ ಸುಂಕೇಶ್ವರಹಾಳ ವಲಯ ಮಟ್ಟದ ಮಕ್ಕಳು ನಿಮ್ಮ ನಿಮ್ಮ ಪ್ರತಿಭೆಗಳನ್ನು ಹೊರಹಾಕಬೇಕು ನೀವು ಇಲ್ಲಿ ಪ್ರಥಮ ಬಂದು ಕ್ಲಸ್ಟರ್ ಮಟ್ಟಕ್ಕೆ ಹಾಗೂ ಜಿಲ್ಲಾ ಮಟ್ಟಕ್ಕೆ ನಂತರ ರಾಜ್ಯ ಮಟ್ಟಕ್ಕೆ (777, 1725, 1008, 1949)
story-column: ವಾತಾವರಣ ಇರಬೇಕು ಎಂದು ಕಾರ್ಯಕರ್ತರು ಬಯಸುತ್ತಾರೆ ಎಂದರು. ಇದೇ ವೇಳೆ ದಲಿತ ಸಿಎಂ ವಿಚಾರ ತೆಕ್ಕಾಹಿಕದ ಸಚಿವರು, ಈ ಅವಧಿಯಲ್ಲಿ ದಲಿತ ಸಿಎಂ ಬಗ್ಗೆ ಯಾವುದೇ ಚರ್ಚೆ ಇಲ್ಲ, ಪರಮೇಶ್ವರ್ ಒಬ್ಬ ಸೀನಿಯರ್ ಇದ್ದಾರೆ. ಸಿಎಂ ಬಗ್ಗೆ ಎಲ್ಲ ಮುಗಿದಿದೆ ಈಗ ಮತ್ತೆ ಶುರು ಮಾಡುವುದು ಬೇಡ. ನಿನ್ನೆ ಎಲ್ಲ ಮುಗಿದಿದೆ, ಪದೇ ಪದೇ ಆ ವಿಚಾರ ಮಾತನಾಡುವುದು ಬೇಡ ಎಂದರು. (1256, 514, 1487, 624)
school-event-photo (1017, 1707, 1487, 2007)
headline: ಪ್ರತಿಭಾ ಕಾರಂಜಿ ಹಾಗೂ ಕಲೋತ್ಸವ ಕಾರ್ಯಕ್ರಮ ಮಲ್ಲಕಲ್ (884, 1655, 1380, 1686)
headline-line2: ವಿಪಕ್ಷಗಳ ಪ್ರತಿಭಟನೆ: ಮೋದಿ ಸರ್ಕಾರದ ವಿರುದ್ಧ ಮಲ್ಲಿಕಾರ್ಜುನ ಖರ್ಗೆ ಆಕ್ರೋಶ (97, 187, 723, 217)
headline-rule (55, 1516, 765, 1517)
headline-line1: 'ಭಿನ್ನಾಭಿಪ್ರಾಯ ಬಗೆಹರಿದಿದೆ': ಮುಖ್ಯಮಂತ್ರಿ ಬದಲಾವಣೆ (902, 818, 1362, 848)
headline-line1: ಮಹಿಳೆಯರ ಸುರಕ್ಷತೆಗೆ ಮೊದಲ ಆದ್ಯತೆ (160, 1417, 660, 1463)
page-number: 2 (58, 53, 93, 110)
headline-rule (777, 914, 1487, 915)
women-event-photo (295, 1523, 765, 1838)
